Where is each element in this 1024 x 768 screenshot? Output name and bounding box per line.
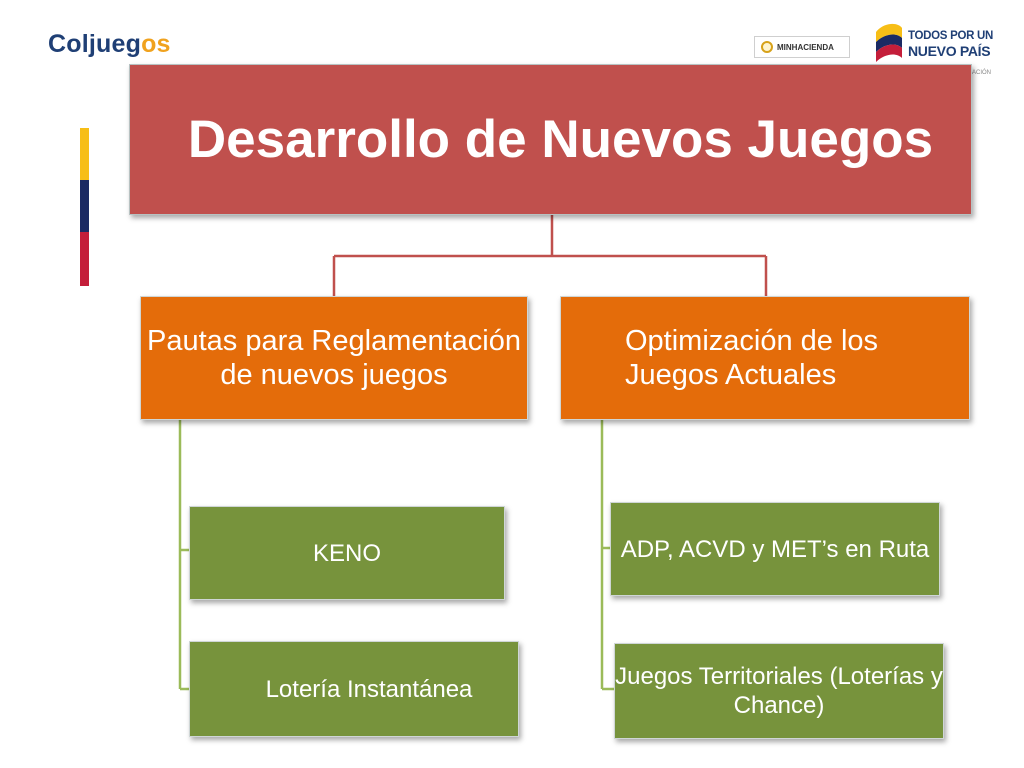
root-connector (334, 215, 766, 296)
leaf-node-juegos-territoriales: Juegos Territoriales (Loterías y Chance) (614, 643, 944, 739)
root-node: Desarrollo de Nuevos Juegos (129, 64, 972, 215)
left-branch-connector (180, 420, 189, 689)
logo-text-accent: os (141, 30, 171, 58)
branch-node-optimizacion: Optimización de los Juegos Actuales (560, 296, 970, 420)
minhacienda-label: MINHACIENDA (777, 42, 834, 52)
leaf-node-keno: KENO (189, 506, 505, 600)
logo-text-main: Coljueg (48, 30, 142, 58)
leaf-node-adp-acvd-met: ADP, ACVD y MET’s en Ruta (610, 502, 940, 596)
leaf-node-loteria-instantanea: Lotería Instantánea (189, 641, 519, 737)
logo-line-2: NUEVO PAÍS (908, 43, 991, 59)
logo-line-3: ACIÓN (972, 70, 992, 76)
logo-line-1: TODOS POR UN (908, 30, 994, 42)
branch-node-pautas: Pautas para Reglamentación de nuevos juegos (140, 296, 528, 420)
